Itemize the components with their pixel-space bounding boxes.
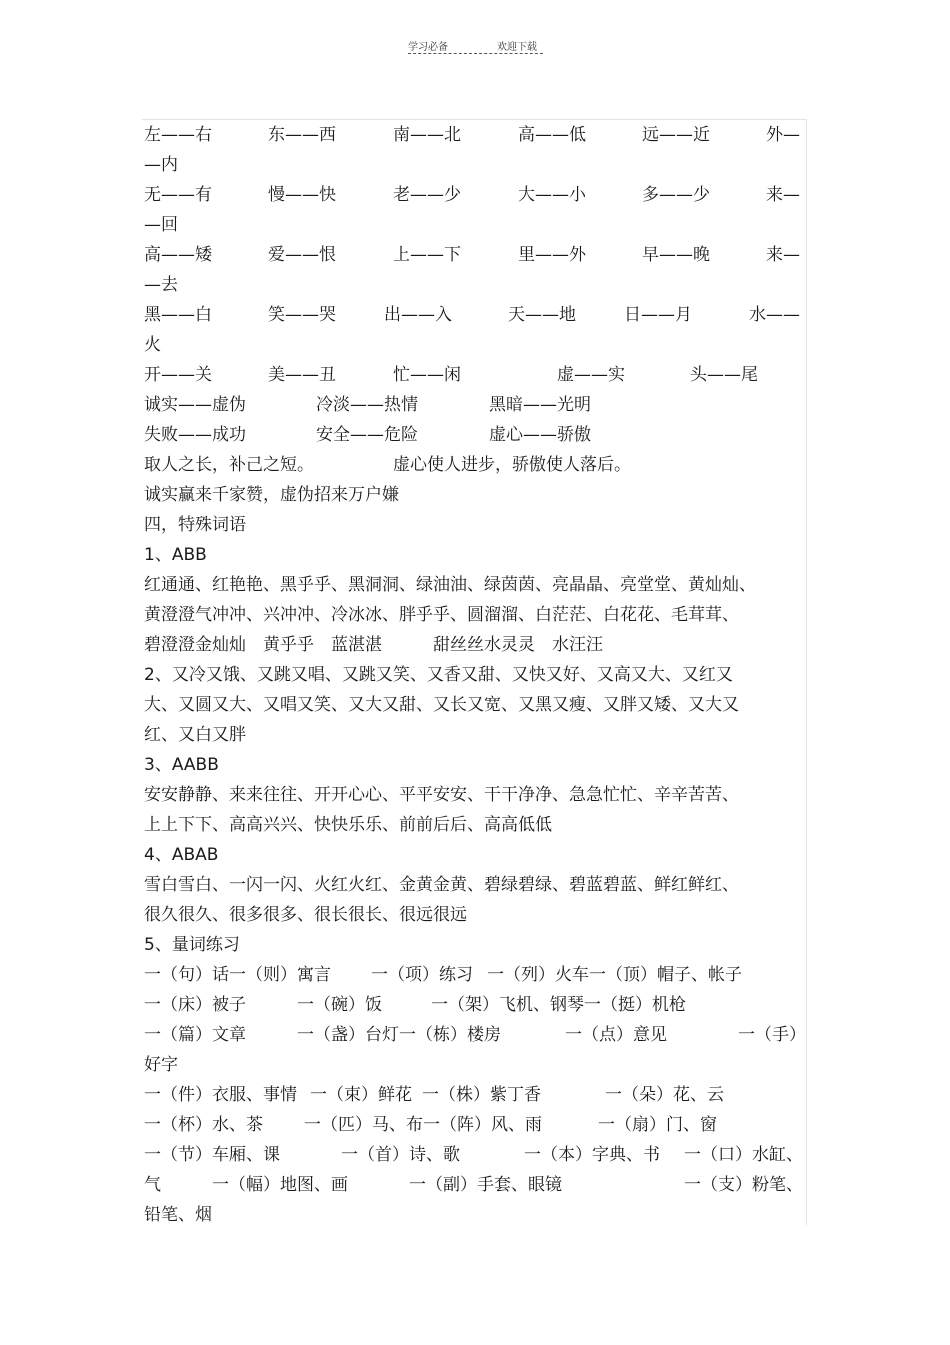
- antonym-row: [144, 210, 804, 240]
- antonym-pair: 大——小: [518, 185, 586, 205]
- antonym-pair: —回: [144, 215, 178, 235]
- antonym-pair: 南——北: [393, 125, 461, 145]
- antonym-pair: 无——有: [144, 185, 212, 205]
- saying: 虚心使人进步，骄傲使人落后。: [393, 455, 631, 475]
- antonym-pair: 美——丑: [268, 365, 336, 385]
- measure-item: 一（幅）地图、画: [212, 1175, 348, 1195]
- antonym-pair: 水——: [749, 305, 800, 325]
- antonym-pair: 火: [144, 335, 161, 355]
- page-frame-right: [806, 119, 807, 1225]
- abb-heading: 1、ABB: [144, 545, 207, 565]
- abab-line: 很久很久、很多很多、很长很长、很远很远: [144, 905, 467, 925]
- antonym-pair: 高——低: [518, 125, 586, 145]
- measure-item: 一（杯）水、茶: [144, 1115, 263, 1135]
- measure-row: [144, 1050, 804, 1080]
- measure-item: 一（列）火车一（顶）帽子、帐子: [487, 965, 742, 985]
- measure-item: 一（副）手套、眼镜: [409, 1175, 562, 1195]
- you-line: 红、又白又胖: [144, 725, 246, 745]
- antonym-pair: 多——少: [642, 185, 710, 205]
- header-divider: [408, 53, 543, 54]
- antonym-pair: 远——近: [642, 125, 710, 145]
- measure-item: 一（首）诗、歌: [341, 1145, 460, 1165]
- antonym-pair: 里——外: [518, 245, 586, 265]
- saying-row: [144, 450, 804, 480]
- antonym-pair: —去: [144, 275, 178, 295]
- antonym-pair: 高——矮: [144, 245, 212, 265]
- measure-item: 一（株）紫丁香: [422, 1085, 541, 1105]
- antonym-row: [144, 240, 804, 270]
- measure-item: 一（句）话一（则）寓言: [144, 965, 331, 985]
- antonym-row: [144, 180, 804, 210]
- antonym-pair: 头——尾: [690, 365, 758, 385]
- measure-row: [144, 960, 804, 990]
- antonym-pair: 东——西: [268, 125, 336, 145]
- measure-item: 一（床）被子: [144, 995, 246, 1015]
- measure-item: 一（点）意见: [565, 1025, 667, 1045]
- antonym-pair: 慢——快: [268, 185, 336, 205]
- saying: 取人之长，补己之短。: [144, 455, 314, 475]
- measure-row: [144, 1080, 804, 1110]
- measure-row: [144, 1200, 804, 1230]
- measure-row: [144, 1110, 804, 1140]
- measure-row: [144, 1140, 804, 1170]
- measure-item: 一（项）练习: [371, 965, 473, 985]
- measure-item: 一（架）飞机、钢琴一（挺）机枪: [431, 995, 686, 1015]
- header-right-text: 欢迎下载: [497, 42, 537, 53]
- measure-item: 一（口）水缸、: [684, 1145, 803, 1165]
- measure-item: 一（件）衣服、事情: [144, 1085, 297, 1105]
- measure-item: 气: [144, 1175, 161, 1195]
- measure-item: 一（扇）门、窗: [598, 1115, 717, 1135]
- measure-item: 一（匹）马、布一（阵）风、雨: [304, 1115, 542, 1135]
- aabb-heading: 3、AABB: [144, 755, 219, 775]
- you-line: 大、又圆又大、又唱又笑、又大又甜、又长又宽、又黑又瘦、又胖又矮、又大又: [144, 695, 739, 715]
- document-body: [144, 120, 804, 1230]
- measure-item: 一（手）: [738, 1025, 806, 1045]
- abb-line: 红通通、红艳艳、黑乎乎、黑洞洞、绿油油、绿茵茵、亮晶晶、亮堂堂、黄灿灿、: [144, 575, 756, 595]
- aabb-line: 上上下下、高高兴兴、快快乐乐、前前后后、高高低低: [144, 815, 552, 835]
- abb-line: 碧澄澄金灿灿 黄乎乎 蓝湛湛 甜丝丝水灵灵 水汪汪: [144, 635, 603, 655]
- measure-item: 好字: [144, 1055, 178, 1075]
- antonym-pair: 来—: [766, 245, 800, 265]
- antonym-pair: 日——月: [624, 305, 692, 325]
- section-title: 四，特殊词语: [144, 515, 246, 535]
- antonym-row: [144, 330, 804, 360]
- you-line: 2、又冷又饿、又跳又唱、又跳又笑、又香又甜、又快又好、又高又大、又红又: [144, 665, 733, 685]
- measure-item: 一（碗）饭: [297, 995, 382, 1015]
- measure-heading: 5、量词练习: [144, 935, 240, 955]
- page-header: [408, 38, 543, 56]
- antonym-pair: 冷淡——热情: [316, 395, 418, 415]
- measure-item: 一（支）粉笔、: [684, 1175, 803, 1195]
- antonym-pair: 黑——白: [144, 305, 212, 325]
- header-left-text: 学习必备: [408, 42, 448, 53]
- measure-item: 一（盏）台灯一（栋）楼房: [297, 1025, 501, 1045]
- antonym-pair: 虚心——骄傲: [489, 425, 591, 445]
- antonym-row: [144, 360, 804, 390]
- antonym-row: [144, 390, 804, 420]
- abab-heading: 4、ABAB: [144, 845, 219, 865]
- antonym-pair: 上——下: [393, 245, 461, 265]
- antonym-pair: 早——晚: [642, 245, 710, 265]
- aabb-line: 安安静静、来来往往、开开心心、平平安安、干干净净、急急忙忙、辛辛苦苦、: [144, 785, 739, 805]
- measure-item: 一（篇）文章: [144, 1025, 246, 1045]
- antonym-pair: 笑——哭: [268, 305, 336, 325]
- antonym-row: [144, 120, 804, 150]
- antonym-row: [144, 270, 804, 300]
- antonym-pair: 失败——成功: [144, 425, 246, 445]
- antonym-pair: 黑暗——光明: [489, 395, 591, 415]
- antonym-pair: 虚——实: [557, 365, 625, 385]
- measure-item: 一（束）鲜花: [310, 1085, 412, 1105]
- antonym-pair: 出——入: [384, 305, 452, 325]
- measure-item: 一（本）字典、书: [524, 1145, 660, 1165]
- antonym-pair: 老——少: [393, 185, 461, 205]
- measure-row: [144, 1020, 804, 1050]
- measure-row: [144, 1170, 804, 1200]
- measure-item: 铅笔、烟: [144, 1205, 212, 1225]
- abb-line: 黄澄澄气冲冲、兴冲冲、冷冰冰、胖乎乎、圆溜溜、白茫茫、白花花、毛茸茸、: [144, 605, 739, 625]
- antonym-pair: 安全——危险: [316, 425, 418, 445]
- antonym-pair: 爱——恨: [268, 245, 336, 265]
- antonym-pair: 开——关: [144, 365, 212, 385]
- antonym-pair: 左——右: [144, 125, 212, 145]
- antonym-pair: —内: [144, 155, 178, 175]
- measure-row: [144, 990, 804, 1020]
- antonym-pair: 忙——闲: [393, 365, 461, 385]
- antonym-pair: 天——地: [508, 305, 576, 325]
- measure-item: 一（节）车厢、课: [144, 1145, 280, 1165]
- antonym-row: [144, 300, 804, 330]
- antonym-row: [144, 420, 804, 450]
- measure-item: 一（朵）花、云: [605, 1085, 724, 1105]
- proverb: 诚实赢来千家赞，虚伪招来万户嫌: [144, 485, 399, 505]
- antonym-pair: 诚实——虚伪: [144, 395, 246, 415]
- antonym-pair: 来—: [766, 185, 800, 205]
- antonym-row: [144, 150, 804, 180]
- abab-line: 雪白雪白、一闪一闪、火红火红、金黄金黄、碧绿碧绿、碧蓝碧蓝、鲜红鲜红、: [144, 875, 739, 895]
- antonym-pair: 外—: [766, 125, 800, 145]
